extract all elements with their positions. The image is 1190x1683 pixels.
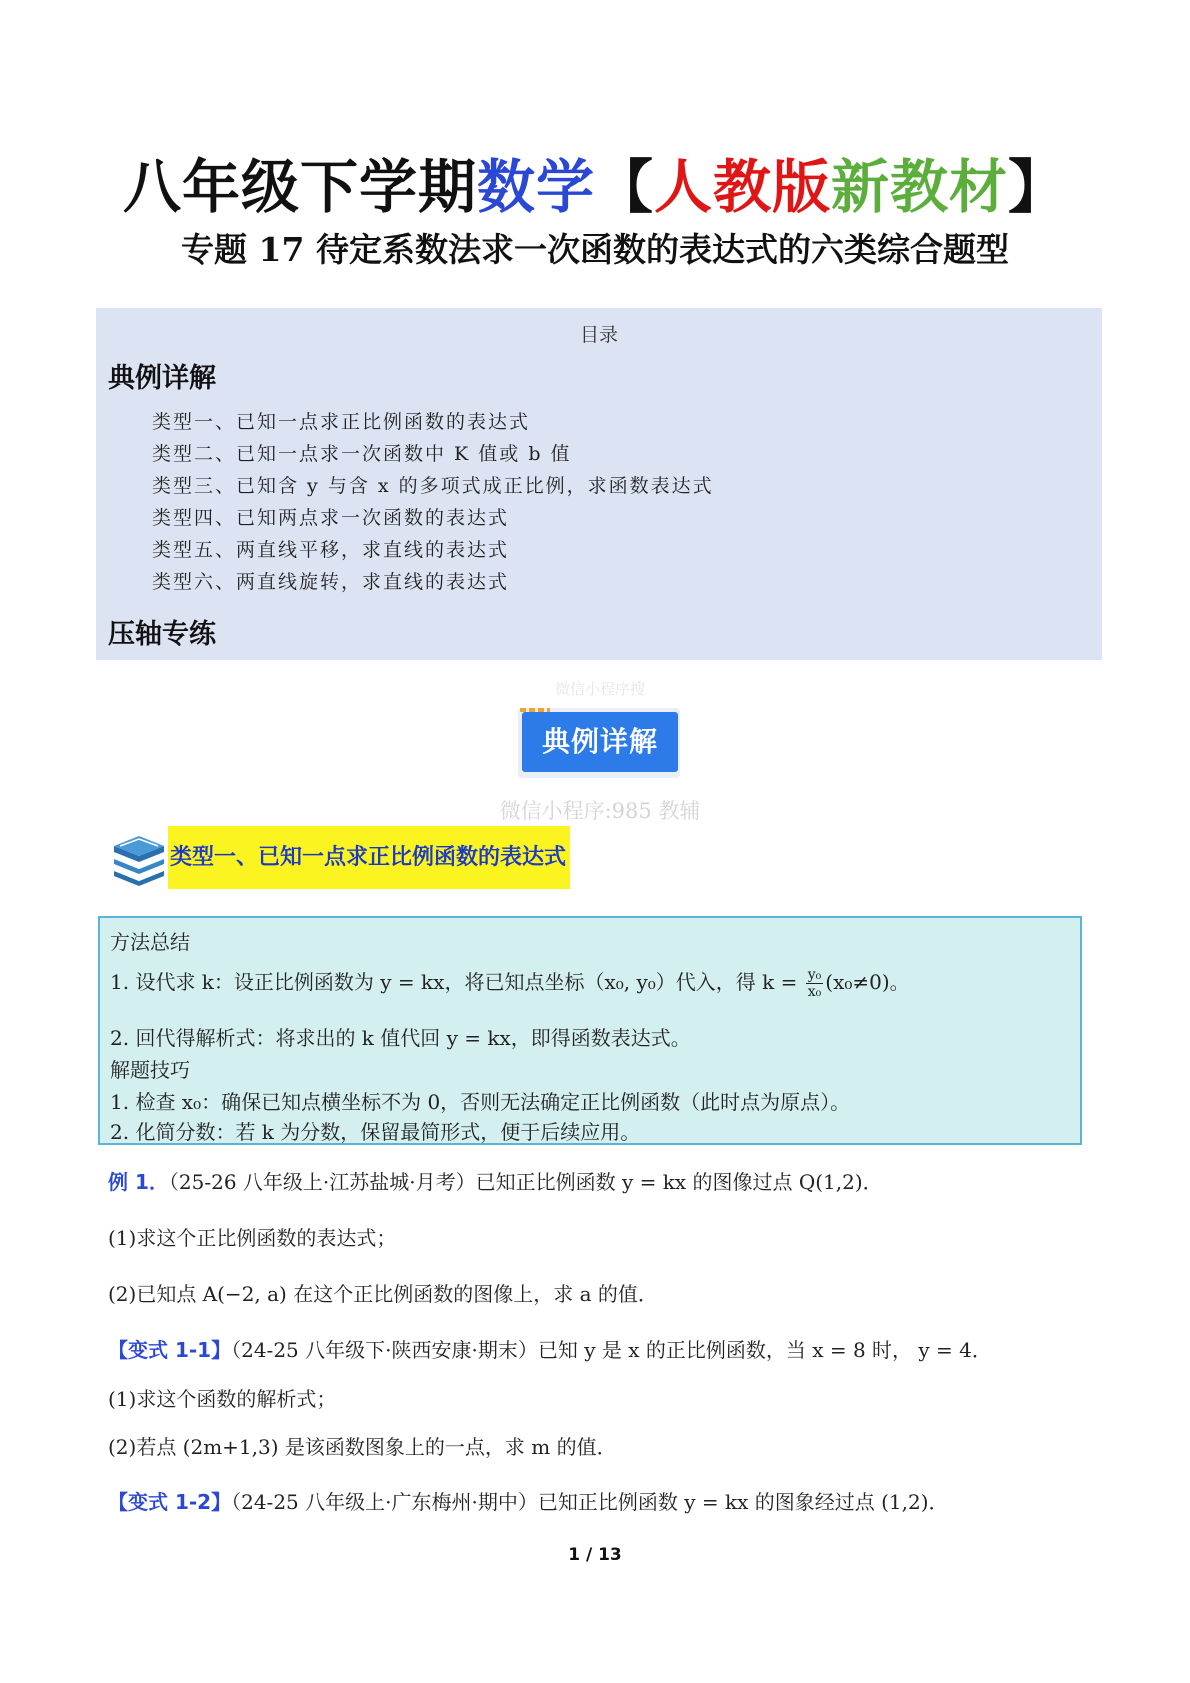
tip-2: 2. 化简分数：若 k 为分数，保留最简形式，便于后续应用。 [110, 1120, 641, 1144]
title-bracket-close: 】 [1008, 153, 1068, 221]
books-stack-icon [110, 830, 168, 886]
type-1-heading: 类型一、已知一点求正比例函数的表达式 [168, 826, 570, 889]
section-badge [500, 700, 700, 780]
example-1-text: （25-26 八年级上·江苏盐城·月考）已知正比例函数 y = kx 的图像过点 Q(1,2)． [168, 1170, 883, 1194]
variant-1-1-question-2: (2)若点 (2m+1,3) 是该函数图象上的一点，求 m 的值． [108, 1435, 617, 1459]
method-step-1-text: 1. 设代求 k：设正比例函数为 y = kx，将已知点坐标（x₀, y₀）代入，得 k = [110, 970, 798, 994]
toc-item-type-6[interactable]: 类型六、两直线旋转，求直线的表达式 [152, 571, 510, 593]
method-step-2: 2. 回代得解析式：将求出的 k 值代回 y = kx，即得函数表达式。 [110, 1026, 691, 1050]
variant-1-1-question-1: (1)求这个函数的解析式； [108, 1387, 337, 1411]
watermark-top: 微信小程序搜 [554, 680, 645, 698]
variant-1-2-text: （24-25 八年级上·广东梅州·期中）已知正比例函数 y = kx 的图象经过点 (1,2)． [231, 1490, 949, 1514]
tips-heading: 解题技巧 [110, 1058, 190, 1082]
badge-dots-decoration [520, 708, 550, 712]
title-edition: 人教版 [654, 153, 832, 221]
toc-item-type-3[interactable]: 类型三、已知含 y 与含 x 的多项式成正比例，求函数表达式 [152, 475, 714, 497]
title-subject: 数学 [476, 153, 595, 221]
variant-1-2-label: 【变式 1-2】 [108, 1490, 232, 1514]
toc-item-type-5[interactable]: 类型五、两直线平移，求直线的表达式 [152, 539, 510, 561]
example-1-question-2: (2)已知点 A(−2, a) 在这个正比例函数的图像上，求 a 的值． [108, 1282, 658, 1306]
fraction-numerator: y₀ [807, 967, 822, 983]
watermark-bottom: 微信小程序:985 教辅 [499, 799, 701, 823]
variant-1-1 [108, 1334, 992, 1363]
variant-1-2 [108, 1486, 949, 1515]
tip-1: 1. 检查 x₀：确保已知点横坐标不为 0，否则无法确定正比例函数（此时点为原点）。 [110, 1090, 851, 1114]
toc-item-type-1[interactable]: 类型一、已知一点求正比例函数的表达式 [152, 411, 531, 433]
method-step-1-condition: (x₀≠0)。 [825, 970, 910, 994]
variant-1-1-text: （24-25 八年级下·陕西安康·期末）已知 y 是 x 的正比例函数，当 x = 8 时， y = 4． [231, 1338, 992, 1362]
badge-label: 典例详解 [522, 712, 678, 772]
method-summary-box [98, 916, 1082, 1145]
table-of-contents [96, 308, 1102, 660]
title-grade: 八年级下学期 [122, 153, 477, 221]
example-1 [108, 1166, 883, 1195]
fraction-y0-over-x0 [806, 967, 824, 1000]
page-number: 1 / 13 [568, 1545, 622, 1565]
method-heading: 方法总结 [110, 930, 190, 954]
toc-item-type-2[interactable]: 类型二、已知一点求一次函数中 K 值或 b 值 [152, 443, 572, 465]
toc-section-examples[interactable]: 典例详解 [108, 363, 216, 394]
document-title [0, 140, 1190, 224]
title-bracket-open: 【 [594, 153, 654, 221]
example-1-question-1: (1)求这个正比例函数的表达式； [108, 1226, 397, 1250]
method-step-1 [110, 966, 910, 1000]
fraction-denominator: x₀ [807, 984, 822, 1000]
variant-1-1-label: 【变式 1-1】 [108, 1338, 232, 1362]
title-new-textbook: 新教材 [831, 153, 1009, 221]
toc-section-advanced[interactable]: 压轴专练 [108, 619, 216, 650]
example-1-label: 例 1． [108, 1170, 169, 1194]
toc-heading: 目录 [579, 324, 618, 346]
toc-item-type-4[interactable]: 类型四、已知两点求一次函数的表达式 [152, 507, 510, 529]
document-subtitle: 专题 17 待定系数法求一次函数的表达式的六类综合题型 [181, 230, 1009, 269]
